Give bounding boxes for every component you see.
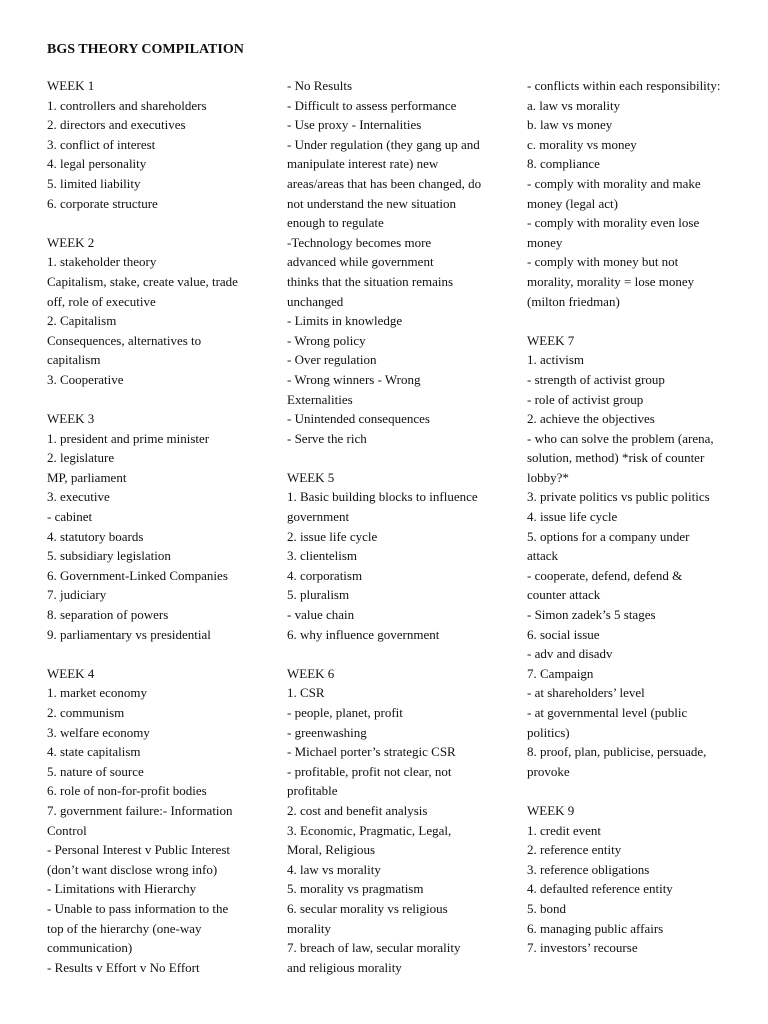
text-line: 1. Basic building blocks to influence xyxy=(287,489,478,505)
text-line: - comply with morality even lose xyxy=(527,215,700,231)
text-line: - cooperate, defend, defend & xyxy=(527,567,683,583)
text-line: 2. issue life cycle xyxy=(287,528,378,544)
text-line: counter attack xyxy=(527,587,601,603)
text-column-3 xyxy=(527,76,742,958)
text-line: 5. options for a company under xyxy=(527,528,690,544)
document-title: BGS THEORY COMPILATION xyxy=(47,42,244,57)
text-line: 4. law vs morality xyxy=(287,861,381,877)
text-line: 7. government failure:- Information xyxy=(47,802,233,818)
text-line: - at shareholders’ level xyxy=(527,685,645,701)
text-line: lobby?* xyxy=(527,469,569,485)
text-line: - Wrong winners - Wrong xyxy=(287,371,421,387)
week-heading: WEEK 4 xyxy=(47,665,95,681)
week-heading: WEEK 9 xyxy=(527,802,575,818)
text-line: 2. cost and benefit analysis xyxy=(287,802,428,818)
text-line: 5. morality vs pragmatism xyxy=(287,881,424,897)
text-line: - Wrong policy xyxy=(287,332,366,348)
text-line: - greenwashing xyxy=(287,724,367,740)
text-line: areas/areas that has been changed, do xyxy=(287,175,482,191)
text-line: 1. activism xyxy=(527,352,585,368)
text-line: - Use proxy - Internalities xyxy=(287,117,422,133)
blank-line xyxy=(527,311,742,331)
text-line: Control xyxy=(47,822,87,838)
text-line: 7. investors’ recourse xyxy=(527,940,638,956)
text-line: 7. judiciary xyxy=(47,587,107,603)
text-line: Capitalism, stake, create value, trade xyxy=(47,273,238,289)
text-line: top of the hierarchy (one-way xyxy=(47,920,202,936)
text-line: - Under regulation (they gang up and xyxy=(287,136,480,152)
text-line: - Unintended consequences xyxy=(287,411,430,427)
text-line: - Unable to pass information to the xyxy=(47,900,229,916)
week-heading: WEEK 5 xyxy=(287,469,335,485)
text-line: capitalism xyxy=(47,352,101,368)
text-line: solution, method) *risk of counter xyxy=(527,450,705,466)
text-line: 5. pluralism xyxy=(287,587,350,603)
text-line: 3. private politics vs public politics xyxy=(527,489,710,505)
week-heading: WEEK 3 xyxy=(47,411,95,427)
text-line: - Michael porter’s strategic CSR xyxy=(287,744,456,760)
text-line: - Over regulation xyxy=(287,352,377,368)
text-line: 4. legal personality xyxy=(47,156,147,172)
text-line: - adv and disadv xyxy=(527,646,613,662)
text-line: - Simon zadek’s 5 stages xyxy=(527,607,656,623)
text-line: 4. state capitalism xyxy=(47,744,141,760)
text-line: MP, parliament xyxy=(47,469,127,485)
text-line: 6. Government-Linked Companies xyxy=(47,567,228,583)
text-line: 6. secular morality vs religious xyxy=(287,900,448,916)
text-line: profitable xyxy=(287,783,338,799)
text-line: 4. statutory boards xyxy=(47,528,144,544)
text-line: thinks that the situation remains xyxy=(287,273,454,289)
text-line: - cabinet xyxy=(47,509,93,525)
text-line: - Serve the rich xyxy=(287,430,367,446)
text-line: - Difficult to assess performance xyxy=(287,97,457,113)
blank-line xyxy=(47,390,262,410)
blank-line xyxy=(47,213,262,233)
text-line: Externalities xyxy=(287,391,353,407)
text-line: a. law vs morality xyxy=(527,97,621,113)
text-line: 1. controllers and shareholders xyxy=(47,97,207,113)
week-heading: WEEK 1 xyxy=(47,78,95,93)
text-line: 1. credit event xyxy=(527,822,601,838)
blank-line xyxy=(287,448,502,468)
text-line: 4. corporatism xyxy=(287,567,363,583)
text-line: 3. reference obligations xyxy=(527,861,650,877)
blank-line xyxy=(47,644,262,664)
text-line: 7. Campaign xyxy=(527,665,594,681)
text-line: manipulate interest rate) new xyxy=(287,156,439,172)
text-line: 8. compliance xyxy=(527,156,600,172)
text-line: - Personal Interest v Public Interest xyxy=(47,842,231,858)
text-line: 3. Cooperative xyxy=(47,371,124,387)
text-line: - Results v Effort v No Effort xyxy=(47,959,200,975)
text-line: 2. legislature xyxy=(47,450,115,466)
text-line: 2. reference entity xyxy=(527,842,622,858)
text-line: provoke xyxy=(527,763,570,779)
text-line: 3. Economic, Pragmatic, Legal, xyxy=(287,822,452,838)
text-line: enough to regulate xyxy=(287,215,384,231)
text-line: (milton friedman) xyxy=(527,293,620,309)
text-column-2 xyxy=(287,76,502,977)
text-line: 8. proof, plan, publicise, persuade, xyxy=(527,744,707,760)
text-line: - role of activist group xyxy=(527,391,644,407)
text-line: 6. social issue xyxy=(527,626,600,642)
text-line: government xyxy=(287,509,350,525)
text-line: - profitable, profit not clear, not xyxy=(287,763,452,779)
text-line: 5. subsidiary legislation xyxy=(47,548,171,564)
text-line: 6. corporate structure xyxy=(47,195,158,211)
text-line: Moral, Religious xyxy=(287,842,376,858)
text-line: attack xyxy=(527,548,559,564)
text-line: 6. why influence government xyxy=(287,626,440,642)
text-line: - value chain xyxy=(287,607,355,623)
text-line: 1. stakeholder theory xyxy=(47,254,157,270)
text-line: advanced while government xyxy=(287,254,434,270)
text-line: 3. conflict of interest xyxy=(47,136,156,152)
text-line: 3. executive xyxy=(47,489,110,505)
text-line: 8. separation of powers xyxy=(47,607,169,623)
week-heading: WEEK 2 xyxy=(47,234,95,250)
text-line: 6. role of non-for-profit bodies xyxy=(47,783,207,799)
text-line: 6. managing public affairs xyxy=(527,920,664,936)
text-line: and religious morality xyxy=(287,959,402,975)
text-line: 5. limited liability xyxy=(47,175,141,191)
text-line: - who can solve the problem (arena, xyxy=(527,430,714,446)
text-line: money (legal act) xyxy=(527,195,618,211)
text-line: - conflicts within each responsibility: xyxy=(527,78,721,93)
text-line: Consequences, alternatives to xyxy=(47,332,202,348)
text-line: 7. breach of law, secular morality xyxy=(287,940,461,956)
text-line: money xyxy=(527,234,563,250)
text-line: 9. parliamentary vs presidential xyxy=(47,626,211,642)
text-column-1 xyxy=(47,76,262,977)
text-line: off, role of executive xyxy=(47,293,156,309)
text-line: b. law vs money xyxy=(527,117,613,133)
text-line: 2. communism xyxy=(47,705,125,720)
text-line: - Limits in knowledge xyxy=(287,313,403,329)
text-line: morality xyxy=(287,920,332,936)
text-line: 1. president and prime minister xyxy=(47,430,210,446)
text-line: 4. defaulted reference entity xyxy=(527,881,673,897)
text-line: (don’t want disclose wrong info) xyxy=(47,861,218,877)
week-heading: WEEK 6 xyxy=(287,665,335,681)
text-line: 3. clientelism xyxy=(287,548,358,564)
text-line: politics) xyxy=(527,724,570,740)
text-line: 2. directors and executives xyxy=(47,117,186,133)
text-line: 1. market economy xyxy=(47,685,147,701)
text-line: - No Results xyxy=(287,78,352,93)
text-line: 5. bond xyxy=(527,900,566,916)
text-line: - at governmental level (public xyxy=(527,705,688,720)
text-line: communication) xyxy=(47,940,133,956)
text-line: - people, planet, profit xyxy=(287,705,403,720)
blank-line xyxy=(527,781,742,801)
text-line: - comply with money but not xyxy=(527,254,679,270)
text-line: - comply with morality and make xyxy=(527,175,701,191)
text-line: 3. welfare economy xyxy=(47,724,150,740)
text-line: not understand the new situation xyxy=(287,195,456,211)
text-line: -Technology becomes more xyxy=(287,234,432,250)
text-line: 2. Capitalism xyxy=(47,313,117,329)
text-line: morality, morality = lose money xyxy=(527,273,695,289)
text-line: 4. issue life cycle xyxy=(527,509,618,525)
text-line: 2. achieve the objectives xyxy=(527,411,655,427)
text-line: - Limitations with Hierarchy xyxy=(47,881,197,897)
blank-line xyxy=(287,644,502,664)
text-line: c. morality vs money xyxy=(527,136,637,152)
text-line: - strength of activist group xyxy=(527,371,665,387)
text-line: unchanged xyxy=(287,293,344,309)
text-line: 1. CSR xyxy=(287,685,325,701)
text-line: 5. nature of source xyxy=(47,763,144,779)
week-heading: WEEK 7 xyxy=(527,332,575,348)
